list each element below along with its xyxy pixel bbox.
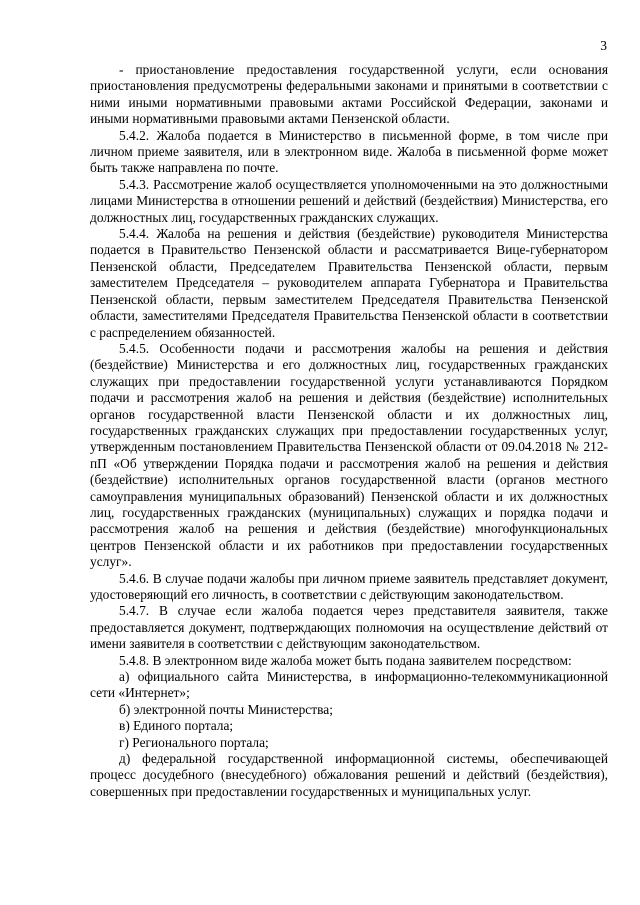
list-item-g: г) Регионального портала;: [119, 734, 269, 750]
paragraph-5-4-4: 5.4.4. Жалоба на решения и действия (бездействие) руководителя Министерства подается в Правительство Пензенской области и рассматривается Вице-губернатором Пензенской области, Председателем Правительства Пензенской области, первым заместителем Председателя – руководителем аппарата Губернатора и Правительства Пензенской области, первым заместителем Председателя Правительства Пензенской области, заместителями Председателя Правительства Пензенской области в соответствии с распределением обязанностей.: [90, 226, 608, 340]
page-number: 3: [600, 38, 607, 53]
paragraph-5-4-3: 5.4.3. Рассмотрение жалоб осуществляется уполномоченными на это должностными лицами Министерства в отношении решений и действий (бездействия) Министерства, его должностных лиц, государственных гражданских служащих.: [90, 176, 608, 225]
list-item-v: в) Единого портала;: [119, 718, 234, 734]
list-item-a: а) официального сайта Министерства, в информационно-телекоммуникационной сети «Интернет»;: [90, 669, 608, 701]
paragraph-suspension: - приостановление предоставления государственной услуги, если основания приостановления предусмотрены федеральными законами и принятыми в соответствии с ними иными нормативными правовыми актами Российской Федерации, законами и иными нормативными правовыми актами Пензенской области.: [90, 62, 608, 127]
list-item-b: б) электронной почты Министерства;: [119, 701, 333, 717]
paragraph-5-4-8: 5.4.8. В электронном виде жалоба может быть подана заявителем посредством:: [119, 652, 572, 668]
paragraph-5-4-5: 5.4.5. Особенности подачи и рассмотрения жалобы на решения и действия (бездействие) Министерства и его должностных лиц, государственных гражданских служащих при предоставлении государственной услуги устанавливаются Порядком подачи и рассмотрения жалоб на решения и действия (бездействие) исполнительных органов государственной власти Пензенской области и их должностных лиц, государственных гражданских служащих при предоставлении государственных услуг, утвержденным постановлением Правительства Пензенской области от 09.04.2018 № 212-пП «Об утверждении Порядка подачи и рассмотрения жалоб на решения и действия (бездействие) исполнительных органов государственной власти (органов местного самоуправления муниципальных образований) Пензенской области и их должностных лиц, государственных гражданских (муниципальных) служащих и порядка подачи и рассмотрения жалоб на решения и действия (бездействие) многофункциональных центров Пензенской области и их работников при предоставлении государственных услуг».: [90, 340, 608, 570]
document-body: [90, 62, 608, 800]
paragraph-5-4-6: 5.4.6. В случае подачи жалобы при личном приеме заявитель представляет документ, удостоверяющий его личность, в соответствии с действующим законодательством.: [90, 570, 608, 602]
list-item-d: д) федеральной государственной информационной системы, обеспечивающей процесс досудебного (внесудебного) обжалования решений и действий (бездействия), совершенных при предоставлении государственных и муниципальных услуг.: [90, 751, 608, 799]
paragraph-5-4-7: 5.4.7. В случае если жалоба подается через представителя заявителя, также предоставляется документ, подтверждающих полномочия на осуществление действий от имени заявителя в соответствии с действующим законодательством.: [90, 603, 608, 652]
paragraph-5-4-2: 5.4.2. Жалоба подается в Министерство в письменной форме, в том числе при личном приеме заявителя, или в электронном виде. Жалоба в письменной форме может быть также направлена по почте.: [90, 127, 608, 176]
